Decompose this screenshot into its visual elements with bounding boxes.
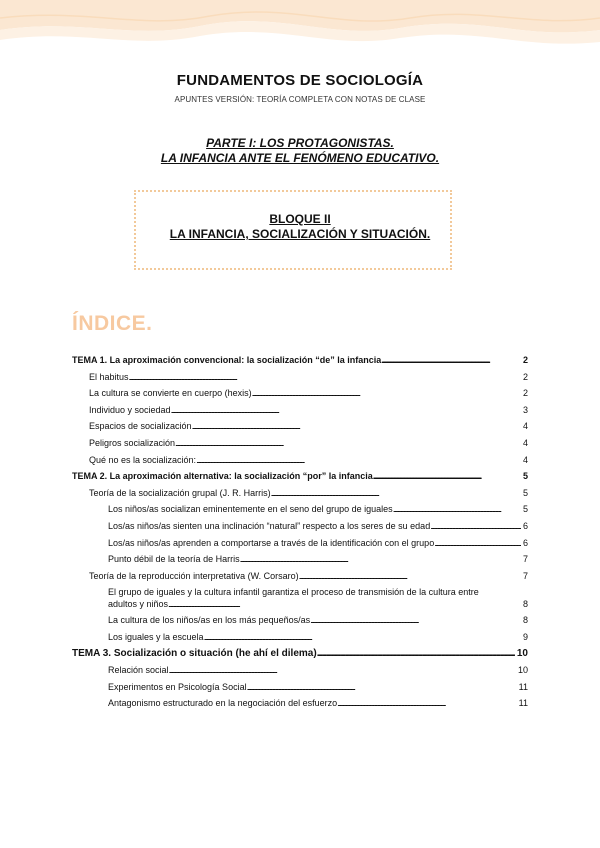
- bloque-line-1: BLOQUE II: [269, 212, 331, 226]
- toc-entry[interactable]: Relación social . . . 10: [72, 664, 528, 681]
- toc-entry[interactable]: Los/as niños/as aprenden a comportarse a través de la identificación con el grupo . . . 6: [72, 537, 528, 554]
- indice-heading: ÍNDICE.: [72, 312, 153, 335]
- parte-line-2: LA INFANCIA ANTE EL FENÓMENO EDUCATIVO.: [160, 151, 440, 165]
- toc-entry[interactable]: Teoría de la socialización grupal (J. R. Harris) . . . 5: [72, 487, 528, 504]
- toc-entry[interactable]: La cultura se convierte en cuerpo (hexis) . . . 2: [72, 387, 528, 404]
- document-subtitle: APUNTES VERSIÓN: TEORÍA COMPLETA CON NOTAS DE CLASE: [174, 95, 426, 104]
- parte-line-1: PARTE I: LOS PROTAGONISTAS.: [206, 136, 394, 150]
- toc-entry[interactable]: Teoría de la reproducción interpretativa (W. Corsaro) . . . 7: [72, 570, 528, 587]
- toc-entry[interactable]: Los niños/as socializan eminentemente en el seno del grupo de iguales . . . 5: [72, 503, 528, 520]
- toc-entry[interactable]: Punto débil de la teoría de Harris . . . 7: [72, 553, 528, 570]
- toc-entry[interactable]: Peligros socialización . . . 4: [72, 437, 528, 454]
- bloque-heading: [0, 212, 600, 242]
- toc-entry-tema-1[interactable]: TEMA 1. La aproximación convencional: la socialización “de” la infancia . . . 2: [72, 354, 528, 371]
- toc-entry[interactable]: Individuo y sociedad . . . 3: [72, 404, 528, 421]
- parte-heading: [0, 136, 600, 166]
- toc-entry[interactable]: La cultura de los niños/as en los más pequeños/as . . . 8: [72, 614, 528, 631]
- bloque-line-2: LA INFANCIA, SOCIALIZACIÓN Y SITUACIÓN.: [169, 227, 431, 241]
- document-title: FUNDAMENTOS DE SOCIOLOGÍA: [176, 72, 424, 89]
- toc-entry-multiline[interactable]: El grupo de iguales y la cultura infantil garantiza el proceso de transmisión de la cultura entre adultos y niños . . . 8: [72, 586, 528, 610]
- decorative-wave-header: [0, 0, 600, 60]
- toc-entry[interactable]: Los/as niños/as sienten una inclinación “natural” respecto a los seres de su edad . . . 6: [72, 520, 528, 537]
- toc-entry[interactable]: Antagonismo estructurado en la negociación del esfuerzo . . . 11: [72, 697, 528, 714]
- toc-entry[interactable]: Espacios de socialización . . . 4: [72, 420, 528, 437]
- toc-entry-tema-2[interactable]: TEMA 2. La aproximación alternativa: la socialización “por” la infancia . . . 5: [72, 470, 528, 487]
- table-of-contents: [72, 354, 528, 714]
- toc-entry-tema-3[interactable]: TEMA 3. Socialización o situación (he ahí el dilema) . . . 10: [72, 648, 528, 665]
- toc-entry[interactable]: Experimentos en Psicología Social . . . 11: [72, 681, 528, 698]
- toc-entry[interactable]: El habitus . . . 2: [72, 371, 528, 388]
- toc-entry[interactable]: Los iguales y la escuela . . . 9: [72, 631, 528, 648]
- toc-entry[interactable]: Qué no es la socialización: . . . 4: [72, 454, 528, 471]
